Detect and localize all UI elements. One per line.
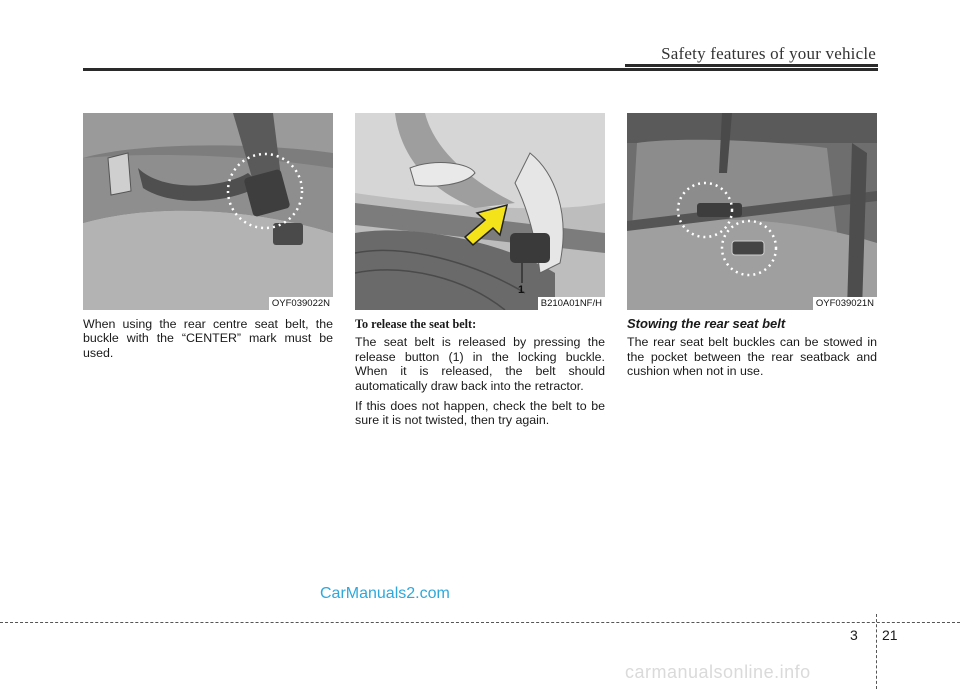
figure-release-buckle	[355, 113, 605, 310]
page-number-divider	[876, 614, 877, 689]
site-watermark: carmanualsonline.info	[625, 662, 811, 682]
page-number: 21	[882, 627, 898, 643]
column-release-belt	[355, 317, 605, 434]
release-buckle-illustration	[355, 113, 605, 310]
figure-code: OYF039022N	[269, 297, 333, 310]
section-title: Safety features of your vehicle	[661, 44, 876, 63]
paragraph: The rear seat belt buckles can be stowed in the pocket between the rear seatback and cushion when not in use.	[627, 335, 877, 379]
figure-stowing-belt	[627, 113, 877, 310]
paragraph: The seat belt is released by pressing the release button (1) in the locking buckle. When it is released, the belt should automatically draw back into the retractor.	[355, 335, 605, 393]
header-rule	[83, 68, 878, 71]
footer-rule	[0, 622, 960, 623]
column-stowing-belt	[627, 317, 877, 385]
release-button-callout: 1	[518, 284, 525, 296]
paragraph: When using the rear centre seat belt, the buckle with the “CENTER” mark must be used.	[83, 317, 333, 360]
center-buckle-illustration	[83, 113, 333, 310]
figure-code: OYF039021N	[813, 297, 877, 310]
stowing-belt-illustration	[627, 113, 877, 310]
figure-center-buckle	[83, 113, 333, 310]
stowing-heading: Stowing the rear seat belt	[627, 316, 786, 331]
header-rule-accent	[625, 64, 878, 67]
figure-code: B210A01NF/H	[538, 297, 605, 310]
release-heading: To release the seat belt:	[355, 317, 477, 331]
carmanuals-watermark: CarManuals2.com	[320, 585, 450, 602]
section-number: 3	[850, 627, 858, 643]
column-center-buckle	[83, 317, 333, 366]
paragraph: If this does not happen, check the belt to be sure it is not twisted, then try again.	[355, 399, 605, 428]
